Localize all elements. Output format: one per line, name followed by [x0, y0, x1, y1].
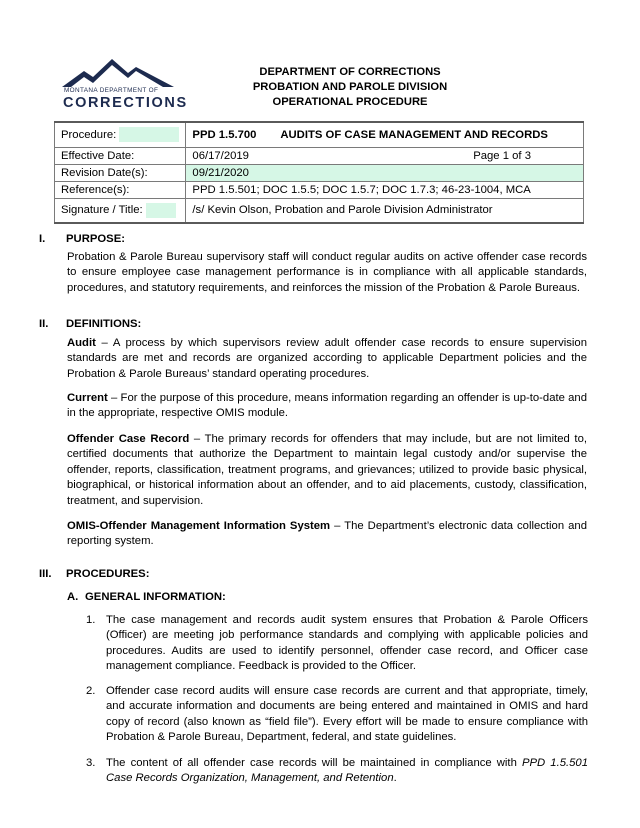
item-number: 2.: [86, 685, 96, 697]
page-number: Page 1 of 3: [473, 149, 531, 162]
revision-date-field[interactable]: 09/21/2020: [186, 164, 584, 181]
header-doc-type: OPERATIONAL PROCEDURE: [272, 96, 428, 108]
procedure-label-cell: [55, 122, 186, 147]
item-number: 1.: [86, 614, 96, 626]
effective-date-value: 06/17/2019: [192, 149, 249, 162]
section-purpose-heading: [39, 233, 125, 245]
item-text-cited-procedure: PPD 1.5.501 Case Records Organization, Management, and Retention: [106, 757, 588, 785]
definition-text: – The Department’s electronic data collection and reporting system.: [67, 520, 587, 548]
signature-label-cell: [55, 198, 186, 223]
item-text-start: The content of all offender case records will be maintained in compliance with: [106, 757, 522, 769]
signature-row: [55, 198, 584, 223]
section-title: DEFINITIONS:: [66, 318, 142, 330]
section-number: I.: [39, 233, 46, 245]
definition-text: – A process by which supervisors review adult offender case records to ensure supervision standards are met and records are organized according to applicable Department policies and the Probation & Parole Bureaus’ standard operating procedures.: [67, 337, 587, 380]
section-title: PURPOSE:: [66, 233, 126, 245]
references-row: [55, 181, 584, 198]
definition-current: [67, 391, 587, 422]
signature-form-field[interactable]: [146, 203, 176, 218]
department-logo: [62, 56, 188, 114]
logo-text-main: CORRECTIONS: [63, 95, 188, 111]
logo-text-top: MONTANA DEPARTMENT OF: [64, 87, 159, 94]
section-title: PROCEDURES:: [66, 568, 150, 580]
header-department: DEPARTMENT OF CORRECTIONS: [259, 66, 441, 78]
definition-term: Current: [67, 392, 108, 404]
subsection-letter: A.: [67, 591, 79, 603]
item-text: The case management and records audit system ensures that Probation & Parole Officers (Officer) are meeting job performance standards and complying with applicable policies and procedures. Audits are used to identify personnel, offender case record, and Officer case management compliance. Feedback is provided to the Officer.: [106, 614, 588, 673]
effective-value-cell: [186, 147, 584, 164]
procedure-label: Procedure:: [61, 128, 117, 141]
mountain-logo-icon: [62, 56, 174, 88]
signature-label: Signature / Title:: [61, 204, 143, 217]
subsection-general-information-heading: [67, 591, 226, 603]
item-text: [86, 756, 588, 787]
procedure-number: PPD 1.5.700: [192, 128, 257, 141]
signature-value: /s/ Kevin Olson, Probation and Parole Division Administrator: [186, 198, 584, 223]
procedure-info-table: [54, 121, 584, 224]
definition-offender-case-record: [67, 432, 587, 509]
procedure-title: AUDITS OF CASE MANAGEMENT AND RECORDS: [280, 128, 548, 141]
item-text-end: .: [393, 772, 397, 785]
item-number: 3.: [86, 757, 96, 769]
definition-text: – The primary records for offenders that may include, but are not limited to, certified documents that authorize the Department to maintain legal custody and/or supervise the offender, reports, classification, treatment programs, and grievances; utilized to provide basic physical, biographical, or historical information about an offender, and to aid placements, custody, classification, treatment, and supervision.: [67, 433, 587, 507]
references-value: PPD 1.5.501; DOC 1.5.5; DOC 1.5.7; DOC 1.7.3; 46-23-1004, MCA: [186, 181, 584, 198]
effective-date-row: [55, 147, 584, 164]
effective-label: Effective Date:: [55, 147, 186, 164]
procedure-item-1: [86, 613, 588, 675]
purpose-paragraph: Probation & Parole Bureau supervisory staff will conduct regular audits on active offender case records to ensure employee case management performance is in compliance with all applicable standards, procedures, and statutory requirements, and reinforces the mission of the Probation & Parole Bureaus.: [67, 251, 587, 294]
section-number: II.: [39, 318, 49, 330]
definition-audit: [67, 336, 587, 382]
definition-term: Audit: [67, 337, 96, 349]
section-procedures-heading: [39, 568, 149, 580]
item-text: Offender case record audits will ensure case records are current and that appropriate, timely, and accurate information and documents are being entered and maintained in OMIS and hard copy of record (also known as “field file”). Every effort will be made to ensure compliance with Probation & Parole Bureau, Department, federal, and state guidelines.: [106, 685, 588, 744]
procedure-value-cell: [186, 122, 584, 147]
section-number: III.: [39, 568, 52, 580]
procedure-item-2: [86, 684, 588, 746]
procedure-item-3: [86, 756, 588, 787]
definition-text: – For the purpose of this procedure, means information regarding an offender is up-to-date and in the appropriate, respective OMIS module.: [67, 392, 587, 420]
subsection-title: GENERAL INFORMATION:: [85, 591, 226, 603]
definition-term: OMIS-Offender Management Information System: [67, 520, 331, 532]
definition-omis: [67, 519, 587, 550]
references-label: Reference(s):: [55, 181, 186, 198]
definition-term: Offender Case Record: [67, 433, 190, 445]
procedure-row: [55, 122, 584, 147]
revision-date-row: [55, 164, 584, 181]
procedure-form-field[interactable]: [119, 127, 179, 142]
header-division: PROBATION AND PAROLE DIVISION: [252, 81, 448, 93]
revision-label: Revision Date(s):: [55, 164, 186, 181]
section-definitions-heading: [39, 318, 141, 330]
